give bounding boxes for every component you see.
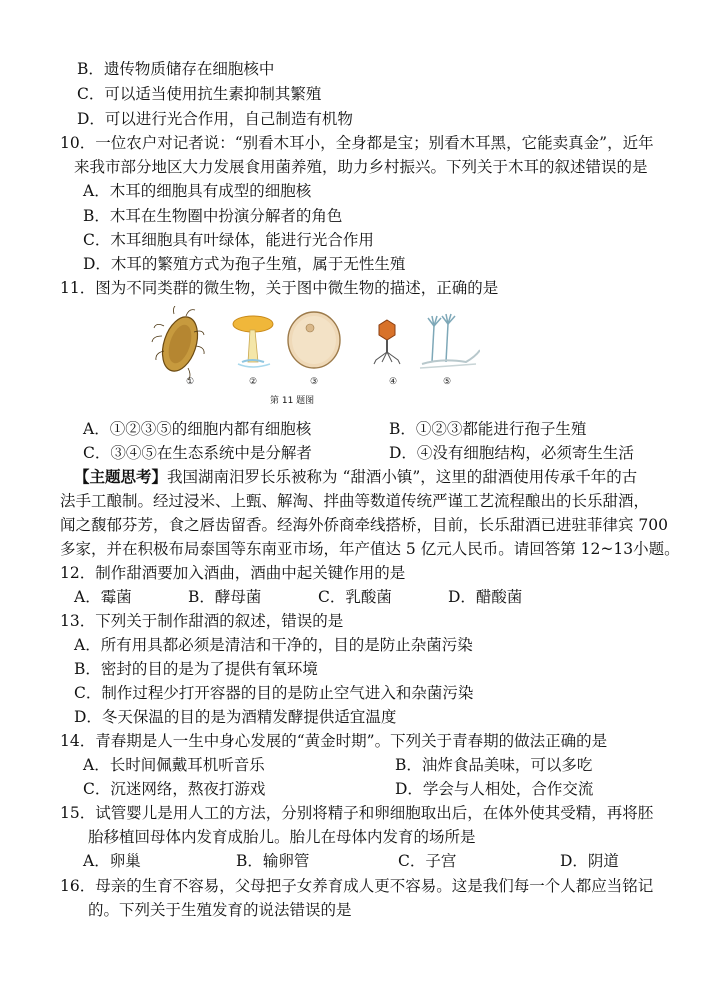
mushroom-illustration [233,316,273,367]
q10-stem-line1: 10．一位农户对记者说：“别看木耳小，全身都是宝；别看木耳黑，它能卖真金”，近年 [60,134,654,152]
q11-stem: 11．图为不同类群的微生物，关于图中微生物的描述，正确的是 [60,279,499,297]
q9-option-b: B．遗传物质储存在细胞核中 [77,60,275,78]
q12-option-b: B．酵母菌 [188,588,262,606]
q12-option-c: C．乳酸菌 [318,588,392,606]
figure-label-3: ③ [309,377,319,387]
q14-option-b: B．油炸食品美味，可以多吃 [395,756,593,774]
theme-line4: 多家，并在积极布局泰国等东南亚市场，年产值达 5 亿元人民币。请回答第 12~13小题。 [60,540,680,558]
q13-option-a: A．所有用具都必须是清洁和干净的，目的是防止杂菌污染 [74,636,473,654]
figure-label-2: ② [248,377,258,387]
q11-option-d: D．④没有细胞结构，必须寄生生活 [389,444,634,462]
q11-option-c: C．③④⑤在生态系统中是分解者 [83,444,312,462]
theme-line3: 闻之馥郁芬芳，食之唇齿留香。经海外侨商牵线搭桥，目前，长乐甜酒已进驻菲律宾 700 [60,516,669,534]
q11-option-a: A．①②③⑤的细胞内都有细胞核 [83,420,312,438]
theme-line1 [74,466,637,488]
q9-option-c: C．可以适当使用抗生素抑制其繁殖 [77,85,322,103]
q15-option-d: D．阴道 [560,852,619,870]
bacterium-illustration [152,306,204,380]
q16-stem-line1: 16．母亲的生育不容易，父母把子女养育成人更不容易。这是我们每一个人都应当铭记 [60,877,654,895]
q15-option-c: C．子宫 [398,852,457,870]
q14-option-d: D．学会与人相处，合作交流 [395,780,594,798]
microbe-figure [150,306,480,406]
theme-text1: 我国湖南汨罗长乐被称为 “甜酒小镇”，这里的甜酒使用传承千年的古 [167,468,638,486]
yeast-cell-illustration [288,312,340,368]
q9-option-d: D．可以进行光合作用，自己制造有机物 [77,110,353,128]
q15-stem-line2: 胎移植回母体内发育成胎儿。胎儿在母体内发育的场所是 [88,828,476,846]
theme-tag: 【主题思考】 [74,467,168,486]
q14-option-a: A．长时间佩戴耳机听音乐 [83,756,265,774]
figure-label-5: ⑤ [442,377,452,387]
q12-option-d: D．醋酸菌 [448,588,523,606]
q13-option-c: C．制作过程少打开容器的目的是防止空气进入和杂菌污染 [74,684,474,702]
figure-caption: 第 11 题图 [270,396,315,406]
q10-option-b: B．木耳在生物圈中扮演分解者的角色 [83,207,343,225]
virus-illustration [374,320,400,364]
figure-label-1: ① [185,377,195,387]
q13-option-d: D．冬天保温的目的是为酒精发酵提供适宜温度 [74,708,397,726]
q10-option-d: D．木耳的繁殖方式为孢子生殖，属于无性生殖 [83,255,406,273]
q11-option-b: B．①②③都能进行孢子生殖 [389,420,587,438]
q10-option-a: A．木耳的细胞具有成型的细胞核 [83,182,312,200]
figure-label-4: ④ [388,377,398,387]
theme-line2: 法手工酿制。经过浸米、上甄、解淘、拌曲等数道传统严谨工艺流程酿出的长乐甜酒， [60,492,650,510]
q15-option-b: B．输卵管 [236,852,310,870]
q14-option-c: C．沉迷网络，熬夜打游戏 [83,780,266,798]
q14-stem: 14．青春期是人一生中身心发展的“黄金时期”。下列关于青春期的做法正确的是 [60,732,608,750]
q10-stem-line2: 来我市部分地区大力发展食用菌养殖，助力乡村振兴。下列关于木耳的叙述错误的是 [74,158,648,176]
q13-option-b: B．密封的目的是为了提供有氧环境 [74,660,318,678]
q15-option-a: A．卵巢 [83,852,141,870]
q13-stem: 13．下列关于制作甜酒的叙述，错误的是 [60,612,344,630]
q15-stem-line1: 15．试管婴儿是用人工的方法，分别将精子和卵细胞取出后，在体外使其受精，再将胚 [60,804,654,822]
mold-illustration [420,314,480,368]
q12-option-a: A．霉菌 [74,588,132,606]
q16-stem-line2: 的。下列关于生殖发育的说法错误的是 [88,901,352,919]
q10-option-c: C．木耳细胞具有叶绿体，能进行光合作用 [83,231,374,249]
q12-stem: 12．制作甜酒要加入酒曲，酒曲中起关键作用的是 [60,564,406,582]
